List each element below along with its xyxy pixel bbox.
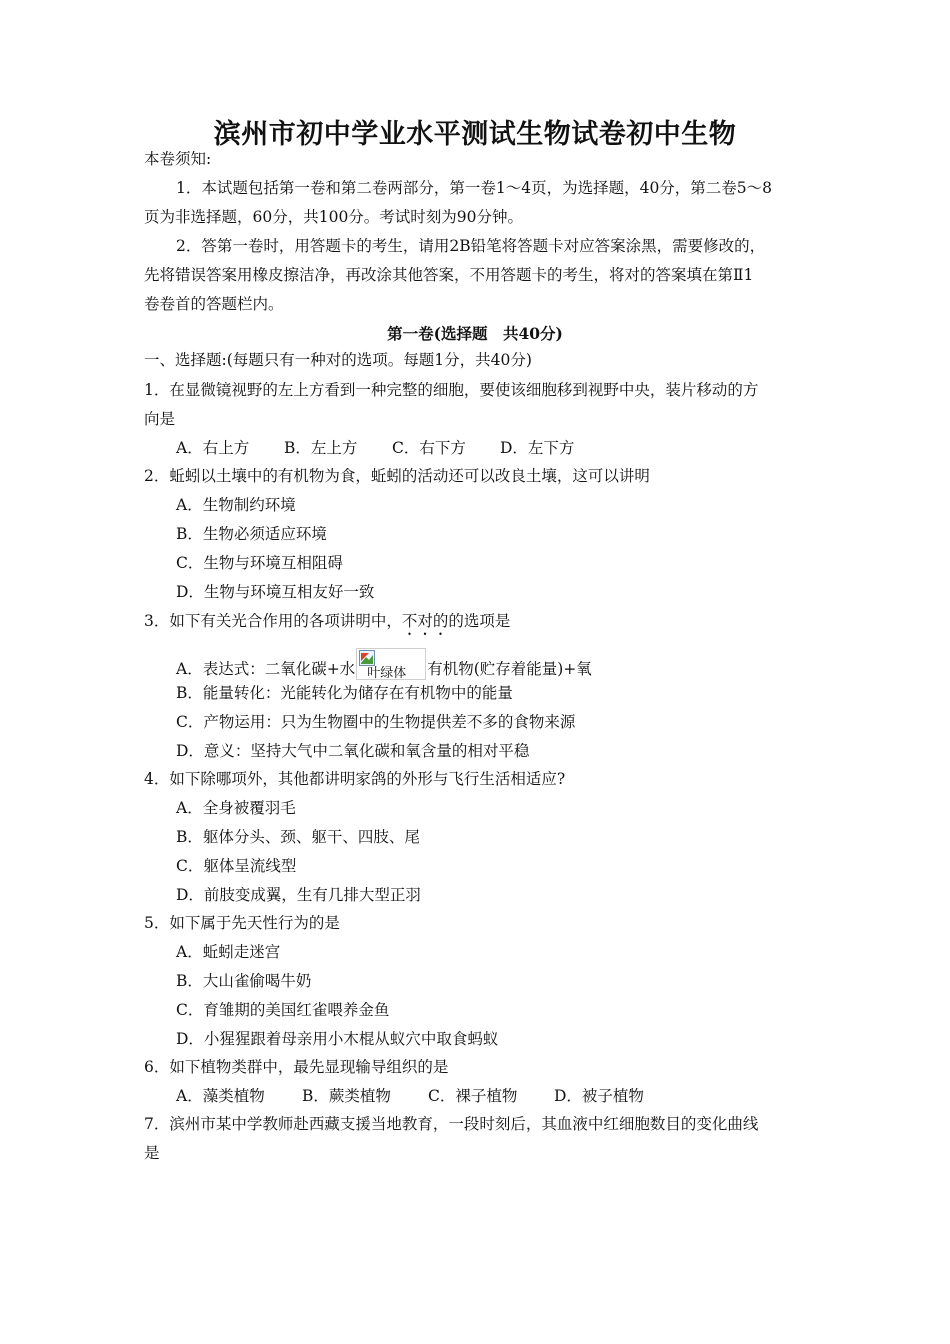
- option-a: A．右上方: [176, 439, 250, 457]
- question-3-option-d: D．意义：坚持大气中二氧化碳和氧含量的相对平稳: [176, 742, 530, 760]
- question-2-stem: 2．蚯蚓以土壤中的有机物为食，蚯蚓的活动还可以改良土壤，这可以讲明: [144, 467, 650, 485]
- question-5-option-d: D．小猩猩跟着母亲用小木棍从蚁穴中取食蚂蚁: [176, 1030, 499, 1048]
- notice-item-2-line-2: 先将错误答案用橡皮擦洁净，再改涂其他答案，不用答题卡的考生，将对的答案填在第Ⅱ1: [144, 266, 754, 284]
- question-5-option-a: A．蚯蚓走迷宫: [176, 943, 281, 961]
- question-7-stem: 7．滨州市某中学教师赴西藏支援当地教育，一段时刻后，其血液中红细胞数目的变化曲线: [144, 1115, 759, 1133]
- question-5-option-c: C．育雏期的美国红雀喂养金鱼: [176, 1001, 390, 1019]
- question-2-option-b: B．生物必须适应环境: [176, 525, 327, 543]
- page-title: 滨州市初中学业水平测试生物试卷初中生物: [213, 119, 737, 150]
- option-c: C．裸子植物: [428, 1087, 518, 1105]
- notice-item-2-line-1: 2．答第一卷时，用答题卡的考生，请用2B铅笔将答题卡对应答案涂黑，需要修改的，: [176, 237, 766, 255]
- question-6-stem: 6．如下植物类群中，最先显现输导组织的是: [144, 1058, 449, 1076]
- section-title: 第一卷(选择题 共40分): [387, 324, 563, 343]
- option-b: B．蕨类植物: [302, 1087, 391, 1105]
- question-4-stem: 4．如下除哪项外，其他都讲明家鸽的外形与飞行生活相适应?: [144, 770, 566, 788]
- question-3-option-c: C．产物运用：只为生物圈中的生物提供差不多的食物来源: [176, 713, 576, 731]
- question-4-option-c: C．躯体呈流线型: [176, 857, 297, 875]
- notice-item-2-line-3: 卷卷首的答题栏内。: [144, 295, 284, 313]
- notice-item-1-line-2: 页为非选择题，60分，共100分。考试时刻为90分钟。: [144, 208, 524, 226]
- question-4-option-b: B．躯体分头、颈、躯干、四肢、尾: [176, 828, 420, 846]
- reaction-arrow-image: [356, 648, 426, 680]
- option-a-post: 有机物(贮存着能量)+氧: [427, 660, 592, 678]
- question-2-option-d: D．生物与环境互相友好一致: [176, 583, 375, 601]
- option-a: A．藻类植物: [176, 1087, 265, 1105]
- broken-image-icon: [359, 650, 375, 666]
- question-4-option-a: A．全身被覆羽毛: [176, 799, 296, 817]
- option-d: D．被子植物: [554, 1087, 644, 1105]
- question-2-option-a: A．生物制约环境: [176, 496, 296, 514]
- question-3-stem-post: 的选项是: [448, 612, 511, 630]
- question-3-stem-pre: 3．如下有关光合作用的各项讲明中，: [144, 612, 402, 630]
- question-6-options: [176, 1086, 644, 1106]
- question-7-stem-cont: 是: [144, 1144, 160, 1162]
- question-2-option-c: C．生物与环境互相阻碍: [176, 554, 343, 572]
- question-1-stem: 1．在显微镜视野的左上方看到一种完整的细胞，要使该细胞移到视野中央，装片移动的方: [144, 381, 759, 399]
- question-1-stem-cont: 向是: [144, 410, 176, 428]
- part-heading: 一、选择题:(每题只有一种对的选项。每题1分，共40分): [144, 351, 532, 369]
- catalyst-label: 叶绿体: [367, 666, 407, 681]
- question-3-option-a: [176, 648, 592, 680]
- question-5-stem: 5．如下属于先天性行为的是: [144, 914, 340, 932]
- question-5-option-b: B．大山雀偷喝牛奶: [176, 972, 312, 990]
- question-1-options: [176, 438, 574, 458]
- notice-item-1-line-1: 1．本试题包括第一卷和第二卷两部分，第一卷1～4页，为选择题，40分，第二卷5～8: [176, 179, 773, 197]
- option-a-pre: A．表达式：二氧化碳+水: [176, 660, 356, 678]
- question-4-option-d: D．前肢变成翼，生有几排大型正羽: [176, 886, 421, 904]
- question-3-stem: [144, 611, 510, 639]
- option-c: C．右下方: [392, 439, 466, 457]
- notice-heading: 本卷须知:: [144, 150, 212, 168]
- option-d: D．左下方: [500, 439, 575, 457]
- question-3-option-b: B．能量转化：光能转化为储存在有机物中的能量: [176, 684, 513, 702]
- option-b: B．左上方: [284, 439, 358, 457]
- question-3-stem-emphasis: 不对的: [401, 612, 449, 630]
